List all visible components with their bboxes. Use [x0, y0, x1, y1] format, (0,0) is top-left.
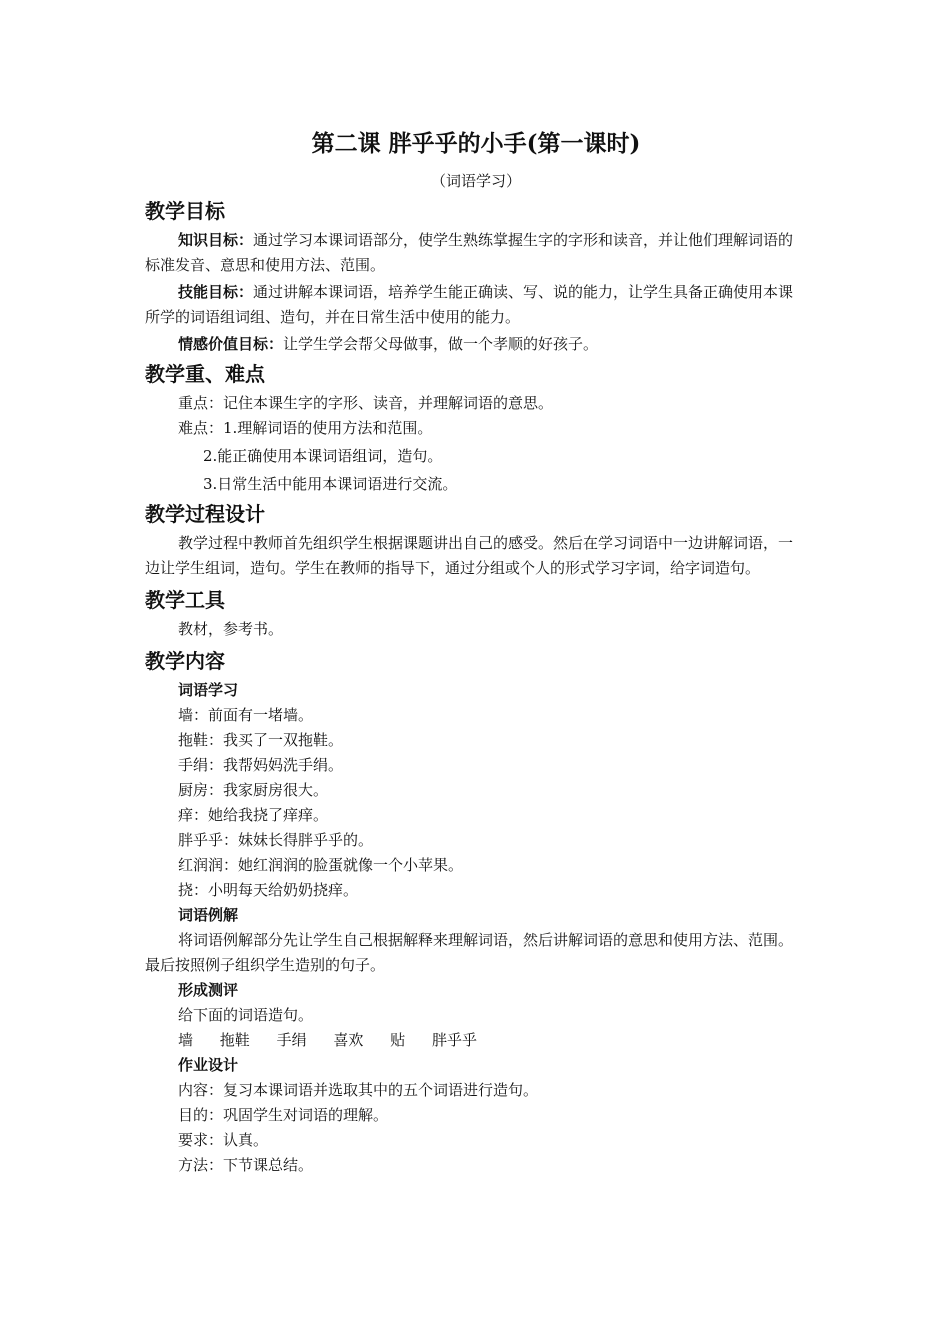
goal-text: 通过学习本课词语部分，使学生熟练掌握生字的字形和读音，并让他们理解词语的标准发音、意思和使用方法、范围。 [145, 231, 794, 274]
assessment-word: 贴 [390, 1031, 406, 1049]
vocab-item: 红润润：她红润润的脸蛋就像一个小苹果。 [178, 856, 464, 874]
key-point-difficulty-3: 3.日常生活中能用本课词语进行交流。 [203, 475, 458, 493]
goal-label: 情感价值目标 [178, 335, 269, 353]
section-heading-key-points: 教学重、难点 [145, 362, 265, 386]
vocab-item: 拖鞋：我买了一双拖鞋。 [178, 731, 344, 749]
homework-item: 方法：下节课总结。 [178, 1156, 314, 1174]
key-point-difficulty-2: 2.能正确使用本课词语组词，造句。 [203, 447, 443, 465]
page-subtitle: （词语学习） [430, 172, 521, 190]
page-title: 第二课 胖乎乎的小手(第一课时) [311, 130, 641, 157]
document-body [145, 118, 807, 1178]
vocab-item: 胖乎乎：妹妹长得胖乎乎的。 [178, 831, 374, 849]
assessment-word: 胖乎乎 [431, 1031, 477, 1049]
goal-sep: ： [268, 335, 284, 353]
goal-label: 知识目标 [178, 231, 239, 249]
homework-item: 目的：巩固学生对词语的理解。 [178, 1106, 389, 1124]
subheading-examples: 词语例解 [178, 906, 239, 924]
section-heading-content: 教学内容 [145, 649, 225, 673]
goal-emotion [145, 332, 807, 357]
subheading-vocab: 词语学习 [178, 681, 239, 699]
homework-item: 要求：认真。 [178, 1131, 269, 1149]
goal-knowledge [145, 228, 807, 278]
section-heading-tools: 教学工具 [145, 588, 225, 612]
goal-text: 通过讲解本课词语，培养学生能正确读、写、说的能力，让学生具备正确使用本课所学的词语组词组、造句，并在日常生活中使用的能力。 [145, 283, 794, 326]
key-point-focus: 重点：记住本课生字的字形、读音，并理解词语的意思。 [178, 394, 554, 412]
assessment-word: 手绢 [276, 1031, 307, 1049]
goal-sep: ： [238, 231, 254, 249]
assessment-word: 拖鞋 [219, 1031, 250, 1049]
process-text: 教学过程中教师首先组织学生根据课题讲出自己的感受。然后在学习词语中一边讲解词语，一边让学生组词，造句。学生在教师的指导下，通过分组或个人的形式学习字词，给字词造句。 [145, 534, 794, 577]
vocab-item: 挠：小明每天给奶奶挠痒。 [178, 881, 359, 899]
homework-item: 内容：复习本课词语并选取其中的五个词语进行造句。 [178, 1081, 539, 1099]
subheading-homework: 作业设计 [178, 1056, 239, 1074]
vocab-item: 痒：她给我挠了痒痒。 [178, 806, 329, 824]
assessment-word: 墙 [178, 1031, 194, 1049]
section-heading-goals: 教学目标 [145, 199, 225, 223]
vocab-item: 墙：前面有一堵墙。 [178, 706, 314, 724]
key-point-difficulty: 难点：1.理解词语的使用方法和范围。 [178, 419, 433, 437]
goal-skill [145, 280, 807, 330]
examples-text: 将词语例解部分先让学生自己根据解释来理解词语，然后讲解词语的意思和使用方法、范围。最后按照例子组织学生造别的句子。 [145, 931, 794, 974]
assessment-word: 喜欢 [333, 1031, 364, 1049]
vocab-item: 厨房：我家厨房很大。 [178, 781, 329, 799]
vocab-item: 手绢：我帮妈妈洗手绢。 [178, 756, 344, 774]
subheading-assessment: 形成测评 [178, 981, 239, 999]
assessment-text: 给下面的词语造句。 [178, 1006, 314, 1024]
goal-sep: ： [238, 283, 254, 301]
goal-text: 让学生学会帮父母做事，做一个孝顺的好孩子。 [283, 335, 599, 353]
goal-label: 技能目标 [178, 283, 239, 301]
tools-text: 教材，参考书。 [178, 620, 284, 638]
section-heading-process: 教学过程设计 [145, 502, 265, 526]
assessment-word-list [145, 1028, 807, 1053]
